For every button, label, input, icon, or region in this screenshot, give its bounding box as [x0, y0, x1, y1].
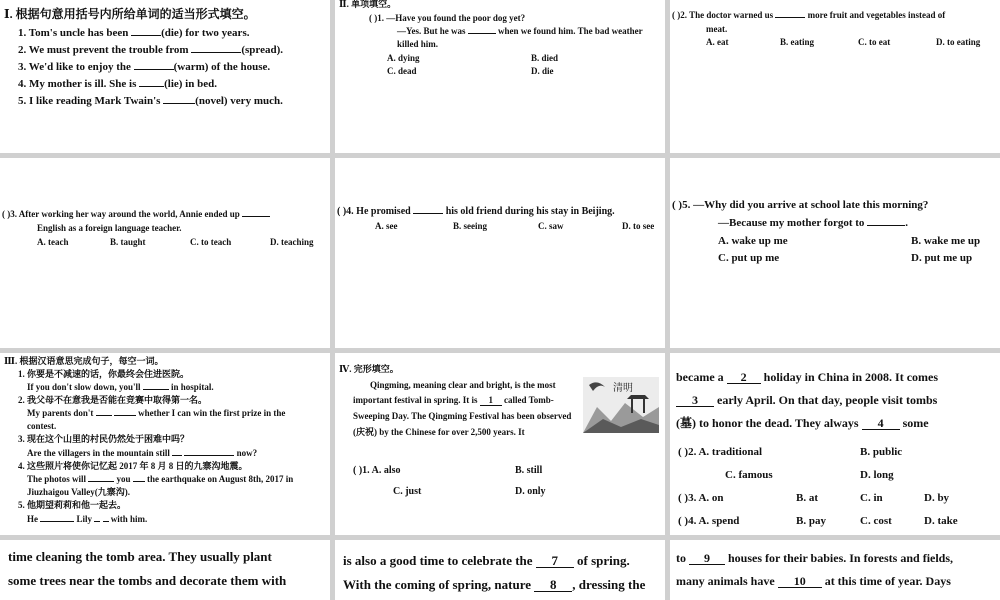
panel-single-choice-1 — [335, 0, 665, 153]
question-2-line-2: meat. — [706, 24, 728, 34]
passage-line-2: many animals have 10 at this time of year. Days — [676, 574, 951, 588]
passage-line-3: Sweeping Day. The Qingming Festival has been observed — [353, 411, 572, 421]
question-3: 3. We'd like to enjoy the (warm) of the house. — [18, 61, 271, 73]
question-3-line-2: English as a foreign language teacher. — [37, 223, 182, 233]
cloze-q3-b: B. at — [796, 492, 818, 504]
panel-single-choice-5 — [670, 158, 1000, 348]
question-5-line-1: ( )5. —Why did you arrive at school late this morning? — [672, 199, 929, 211]
item-5-chinese: 5. 他期望莉莉和他一起去。 — [18, 500, 127, 510]
panel-fill-in-forms — [0, 0, 330, 153]
passage-line-1: to 9 houses for their babies. In forests and fields, — [676, 551, 954, 565]
option-b: B. taught — [110, 237, 146, 247]
passage-line-3: (墓) to honor the dead. They always 4 some — [676, 416, 929, 430]
item-4-chinese: 4. 这些照片将使你记忆起 2017 年 8 月 8 日的九寨沟地震。 — [18, 461, 248, 471]
cloze-q4-c: C. cost — [860, 515, 892, 527]
item-2-english-cont: contest. — [27, 421, 57, 431]
question-5-line-2: —Because my mother forgot to . — [718, 217, 908, 229]
passage-line-2: 3 early April. On that day, people visit tombs — [676, 394, 937, 407]
question-2: 2. We must prevent the trouble from (spread). — [18, 44, 284, 56]
passage-line-1: became a 2 holiday in China in 2008. It comes — [676, 370, 939, 384]
section-4-header: Ⅳ. 完形填空。 — [339, 364, 399, 374]
question-4-line-1: ( )4. He promised his old friend during his stay in Beijing. — [337, 206, 615, 217]
section-3-header: Ⅲ. 根据汉语意思完成句子，每空一词。 — [4, 356, 164, 366]
cloze-q1: ( )1. A. also — [353, 465, 401, 476]
option-a: A. see — [375, 221, 398, 231]
section-2-header: Ⅱ. 单项填空。 — [339, 0, 397, 9]
passage-line-1: Qingming, meaning clear and bright, is the most — [370, 380, 556, 390]
panel-single-choice-4 — [335, 158, 665, 348]
cloze-q2-b: B. public — [860, 446, 903, 458]
panel-cloze-intro — [335, 353, 665, 535]
item-1-chinese: 1. 你要是不减速的话，你最终会住进医院。 — [18, 369, 190, 379]
option-c: C. to eat — [858, 37, 891, 47]
cloze-q3-d: D. by — [924, 492, 950, 504]
passage-line-2: some trees near the tombs and decorate them with — [8, 573, 287, 588]
question-4: 4. My mother is ill. She is (lie) in bed. — [18, 78, 217, 90]
section-1-header: Ⅰ. 根据句意用括号内所给单词的适当形式填空。 — [4, 7, 256, 21]
option-c: C. saw — [538, 221, 564, 231]
option-c: C. put up me — [718, 252, 780, 264]
panel-passage-continued-2 — [335, 540, 665, 600]
cloze-q4-d: D. take — [924, 515, 958, 527]
item-1-english: If you don't slow down, you'll in hospital. — [27, 382, 214, 392]
option-c: C. to teach — [190, 237, 232, 247]
item-5-english: He Lily with him. — [27, 514, 148, 524]
panel-cloze-passage — [670, 353, 1000, 535]
option-a: A. dying — [387, 53, 420, 63]
option-a: A. wake up me — [718, 235, 788, 247]
option-c: C. dead — [387, 66, 417, 76]
passage-line-1: is also a good time to celebrate the 7 of spring. — [343, 553, 630, 568]
passage-line-2: important festival in spring. It is 1 called Tomb- — [353, 395, 554, 405]
panel-complete-sentences — [0, 353, 330, 535]
option-b: B. eating — [780, 37, 815, 47]
passage-line-1: time cleaning the tomb area. They usually plant — [8, 549, 272, 564]
option-d: D. put me up — [911, 252, 973, 264]
question-1-line-1: ( )1. —Have you found the poor dog yet? — [369, 13, 526, 23]
panel-single-choice-3 — [0, 158, 330, 348]
question-3-line-1: ( )3. After working her way around the world, Annie ended up — [2, 210, 270, 219]
option-b: B. seeing — [453, 221, 488, 231]
qingming-illustration — [583, 377, 659, 433]
option-c: C. just — [393, 486, 422, 497]
item-2-chinese: 2. 我父母不在意我是否能在竞赛中取得第一名。 — [18, 395, 208, 405]
item-3-english: Are the villagers in the mountain still now? — [27, 448, 258, 458]
passage-line-2: With the coming of spring, nature 8 , dressing the — [343, 577, 646, 592]
option-b: B. died — [531, 53, 559, 63]
panel-single-choice-2 — [670, 0, 1000, 153]
cloze-q4-a: ( )4. A. spend — [678, 515, 740, 527]
question-2-line-1: ( )2. The doctor warned us more fruit and vegetables instead of — [672, 10, 946, 20]
question-1: 1. Tom's uncle has been (die) for two years. — [18, 27, 250, 39]
cloze-q2-c: C. famous — [725, 469, 773, 481]
passage-line-4: (庆祝) by the Chinese for over 2,500 years. It — [353, 427, 525, 437]
item-2-english: My parents don't whether I can win the first prize in the — [27, 408, 286, 418]
cloze-q3-a: ( )3. A. on — [678, 492, 724, 504]
item-4-english-cont: Jiuzhaigou Valley(九寨沟). — [27, 487, 131, 497]
panel-passage-continued-1 — [0, 540, 330, 600]
question-5: 5. I like reading Mark Twain's (novel) very much. — [18, 95, 283, 107]
option-b: B. wake me up — [911, 235, 981, 247]
option-d: D. to see — [622, 221, 655, 231]
panel-passage-continued-3 — [670, 540, 1000, 600]
option-d: D. teaching — [270, 237, 314, 247]
image-caption: 清明 — [613, 383, 633, 394]
option-d: D. only — [515, 486, 546, 497]
cloze-q3-c: C. in — [860, 492, 883, 504]
cloze-q2-a: ( )2. A. traditional — [678, 446, 763, 458]
option-d: D. to eating — [936, 37, 981, 47]
option-b: B. still — [515, 465, 543, 476]
cloze-q2-d: D. long — [860, 469, 894, 481]
item-3-chinese: 3. 现在这个山里的村民仍然处于困难中吗？ — [18, 434, 190, 444]
option-d: D. die — [531, 66, 554, 76]
question-1-line-3: killed him. — [397, 39, 439, 49]
item-4-english: The photos will you the earthquake on August 8th, 2017 in — [27, 474, 294, 484]
option-a: A. eat — [706, 37, 729, 47]
option-a: A. teach — [37, 237, 69, 247]
cloze-q4-b: B. pay — [796, 515, 826, 527]
question-1-line-2: —Yes. But he was when we found him. The bad weather — [397, 26, 643, 36]
